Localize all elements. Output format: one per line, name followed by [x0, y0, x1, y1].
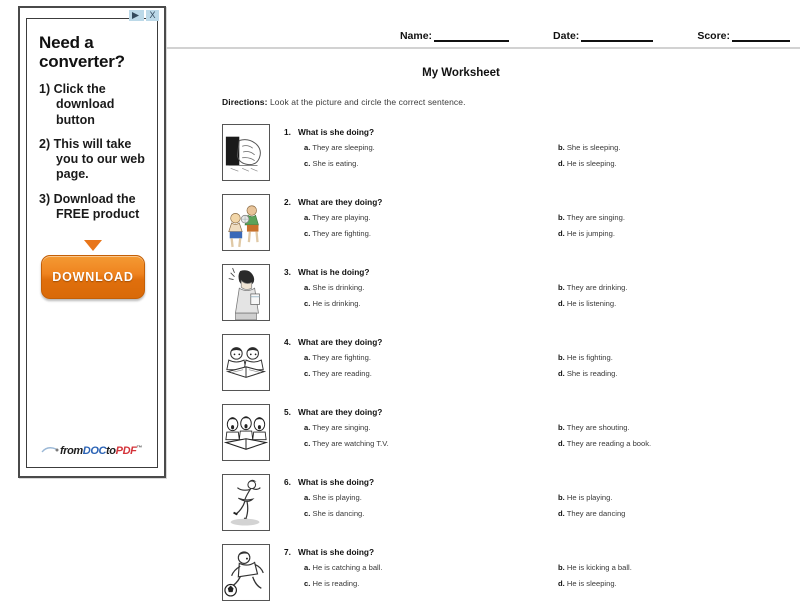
two-children-reading-picture: [222, 334, 270, 391]
logo-to-text: to: [106, 444, 116, 457]
option-b[interactable]: b. He is kicking a ball.: [558, 563, 632, 572]
option-c[interactable]: c. She is dancing.: [304, 509, 365, 518]
question-prompt: [284, 547, 792, 557]
question-body: [270, 194, 792, 264]
name-input-rule[interactable]: [434, 31, 509, 42]
option-b[interactable]: b. They are singing.: [558, 213, 625, 222]
option-c[interactable]: c. They are watching T.V.: [304, 439, 389, 448]
question-text: What is she doing?: [298, 547, 375, 557]
options-grid: [284, 423, 792, 455]
ad-step-item: 1) Click the download button: [39, 82, 115, 127]
option-d[interactable]: d. He is sleeping.: [558, 159, 617, 168]
option-c[interactable]: c. They are reading.: [304, 369, 372, 378]
question-text: What are they doing?: [298, 337, 383, 347]
worksheet-document: [166, 0, 800, 600]
name-label: Name:: [399, 30, 433, 42]
options-grid: [284, 213, 792, 245]
option-d[interactable]: d. She is reading.: [558, 369, 618, 378]
question-row: [222, 474, 792, 544]
download-button[interactable]: DOWNLOAD: [41, 255, 145, 299]
question-number: 3.: [284, 267, 291, 277]
question-row: [222, 334, 792, 404]
swoosh-icon: [42, 445, 58, 457]
question-row: [222, 194, 792, 264]
date-label: Date:: [553, 30, 580, 42]
question-number: 6.: [284, 477, 291, 487]
three-children-singing-picture: [222, 404, 270, 461]
options-grid: [284, 353, 792, 385]
question-row: [222, 544, 792, 614]
options-column-right: [538, 493, 792, 525]
question-number: 7.: [284, 547, 291, 557]
question-row: [222, 124, 792, 194]
options-column-left: [284, 563, 538, 595]
directions-label: Directions:: [222, 97, 268, 107]
score-label: Score:: [697, 30, 730, 42]
worksheet-header-fields: [166, 30, 790, 42]
options-column-right: [538, 353, 792, 385]
name-field[interactable]: [400, 30, 509, 42]
option-b[interactable]: b. He is playing.: [558, 493, 613, 502]
directions-text: Look at the picture and circle the correct sentence.: [267, 97, 466, 107]
option-d[interactable]: d. He is listening.: [558, 299, 617, 308]
question-body: [270, 404, 792, 474]
ad-step-item: 3) Download the FREE product: [39, 191, 140, 221]
adchoices-controls[interactable]: [125, 9, 159, 21]
option-d[interactable]: d. They are reading a book.: [558, 439, 652, 448]
option-b[interactable]: b. He is fighting.: [558, 353, 613, 362]
date-input-rule[interactable]: [581, 31, 653, 42]
close-ad-icon[interactable]: X: [146, 10, 159, 21]
options-column-left: [284, 283, 538, 315]
options-grid: [284, 563, 792, 595]
options-column-left: [284, 353, 538, 385]
adchoices-icon[interactable]: [129, 10, 144, 21]
logo-trademark-symbol: ™: [136, 445, 143, 452]
option-a[interactable]: a. She is drinking.: [304, 283, 365, 292]
option-d[interactable]: d. He is sleeping.: [558, 579, 617, 588]
ad-steps-list: [39, 82, 147, 222]
advertisement-body: [27, 19, 157, 305]
boy-kicking-soccer-ball-picture: [222, 544, 270, 601]
score-input-rule[interactable]: [732, 31, 790, 42]
question-body: [270, 544, 792, 614]
options-column-right: [538, 563, 792, 595]
question-list: [222, 124, 792, 614]
options-grid: [284, 493, 792, 525]
option-a[interactable]: a. He is catching a ball.: [304, 563, 383, 572]
option-a[interactable]: a. They are sleeping.: [304, 143, 375, 152]
options-column-left: [284, 493, 538, 525]
logo-pdf-text: PDF: [115, 444, 137, 457]
question-text: What is she doing?: [298, 477, 375, 487]
question-prompt: [284, 477, 792, 487]
question-body: [270, 264, 792, 334]
option-b[interactable]: b. They are shouting.: [558, 423, 630, 432]
ballerina-dancing-picture: [222, 474, 270, 531]
option-a[interactable]: a. They are fighting.: [304, 353, 371, 362]
question-text: What is she doing?: [298, 127, 375, 137]
option-c[interactable]: c. He is reading.: [304, 579, 360, 588]
ad-headline: Need a converter?: [39, 33, 125, 72]
advertisement-panel[interactable]: [18, 6, 166, 478]
fromdoctopdf-logo: [27, 445, 157, 457]
option-d[interactable]: d. He is jumping.: [558, 229, 615, 238]
option-c[interactable]: c. He is drinking.: [304, 299, 361, 308]
question-body: [270, 474, 792, 544]
option-b[interactable]: b. They are drinking.: [558, 283, 628, 292]
score-field[interactable]: [697, 30, 790, 42]
option-c[interactable]: c. She is eating.: [304, 159, 359, 168]
question-number: 4.: [284, 337, 291, 347]
question-row: [222, 404, 792, 474]
question-prompt: [284, 267, 792, 277]
question-prompt: [284, 197, 792, 207]
option-b[interactable]: b. She is sleeping.: [558, 143, 621, 152]
option-d[interactable]: d. They are dancing: [558, 509, 626, 518]
option-a[interactable]: a. They are playing.: [304, 213, 371, 222]
header-divider: [166, 47, 800, 49]
question-text: What are they doing?: [298, 197, 383, 207]
ad-step-item: 2) This will take you to our web page.: [39, 136, 145, 182]
option-a[interactable]: a. They are singing.: [304, 423, 371, 432]
option-a[interactable]: a. She is playing.: [304, 493, 362, 502]
logo-from-text: from: [59, 444, 83, 457]
question-prompt: [284, 127, 792, 137]
options-column-left: [284, 213, 538, 245]
options-column-right: [538, 143, 792, 175]
two-boys-playing-ball-picture: [222, 194, 270, 251]
down-arrow-icon: [84, 240, 102, 251]
options-column-left: [284, 423, 538, 455]
question-text: What is he doing?: [298, 267, 370, 277]
question-number: 1.: [284, 127, 291, 137]
options-grid: [284, 283, 792, 315]
option-c[interactable]: c. They are fighting.: [304, 229, 371, 238]
advertisement-inner-frame: [26, 9, 158, 468]
question-row: [222, 264, 792, 334]
date-field[interactable]: [553, 30, 653, 42]
options-column-left: [284, 143, 538, 175]
logo-doc-text: DOC: [82, 444, 107, 457]
question-prompt: [284, 407, 792, 417]
options-column-right: [538, 423, 792, 455]
question-body: [270, 124, 792, 194]
question-prompt: [284, 337, 792, 347]
question-number: 5.: [284, 407, 291, 417]
sleeping-girl-bed-picture: [222, 124, 270, 181]
options-column-right: [538, 283, 792, 315]
worksheet-title: My Worksheet: [422, 67, 500, 79]
directions-line: [222, 97, 466, 107]
question-body: [270, 334, 792, 404]
options-column-right: [538, 213, 792, 245]
question-number: 2.: [284, 197, 291, 207]
options-grid: [284, 143, 792, 175]
question-text: What are they doing?: [298, 407, 383, 417]
boy-drinking-glass-picture: [222, 264, 270, 321]
